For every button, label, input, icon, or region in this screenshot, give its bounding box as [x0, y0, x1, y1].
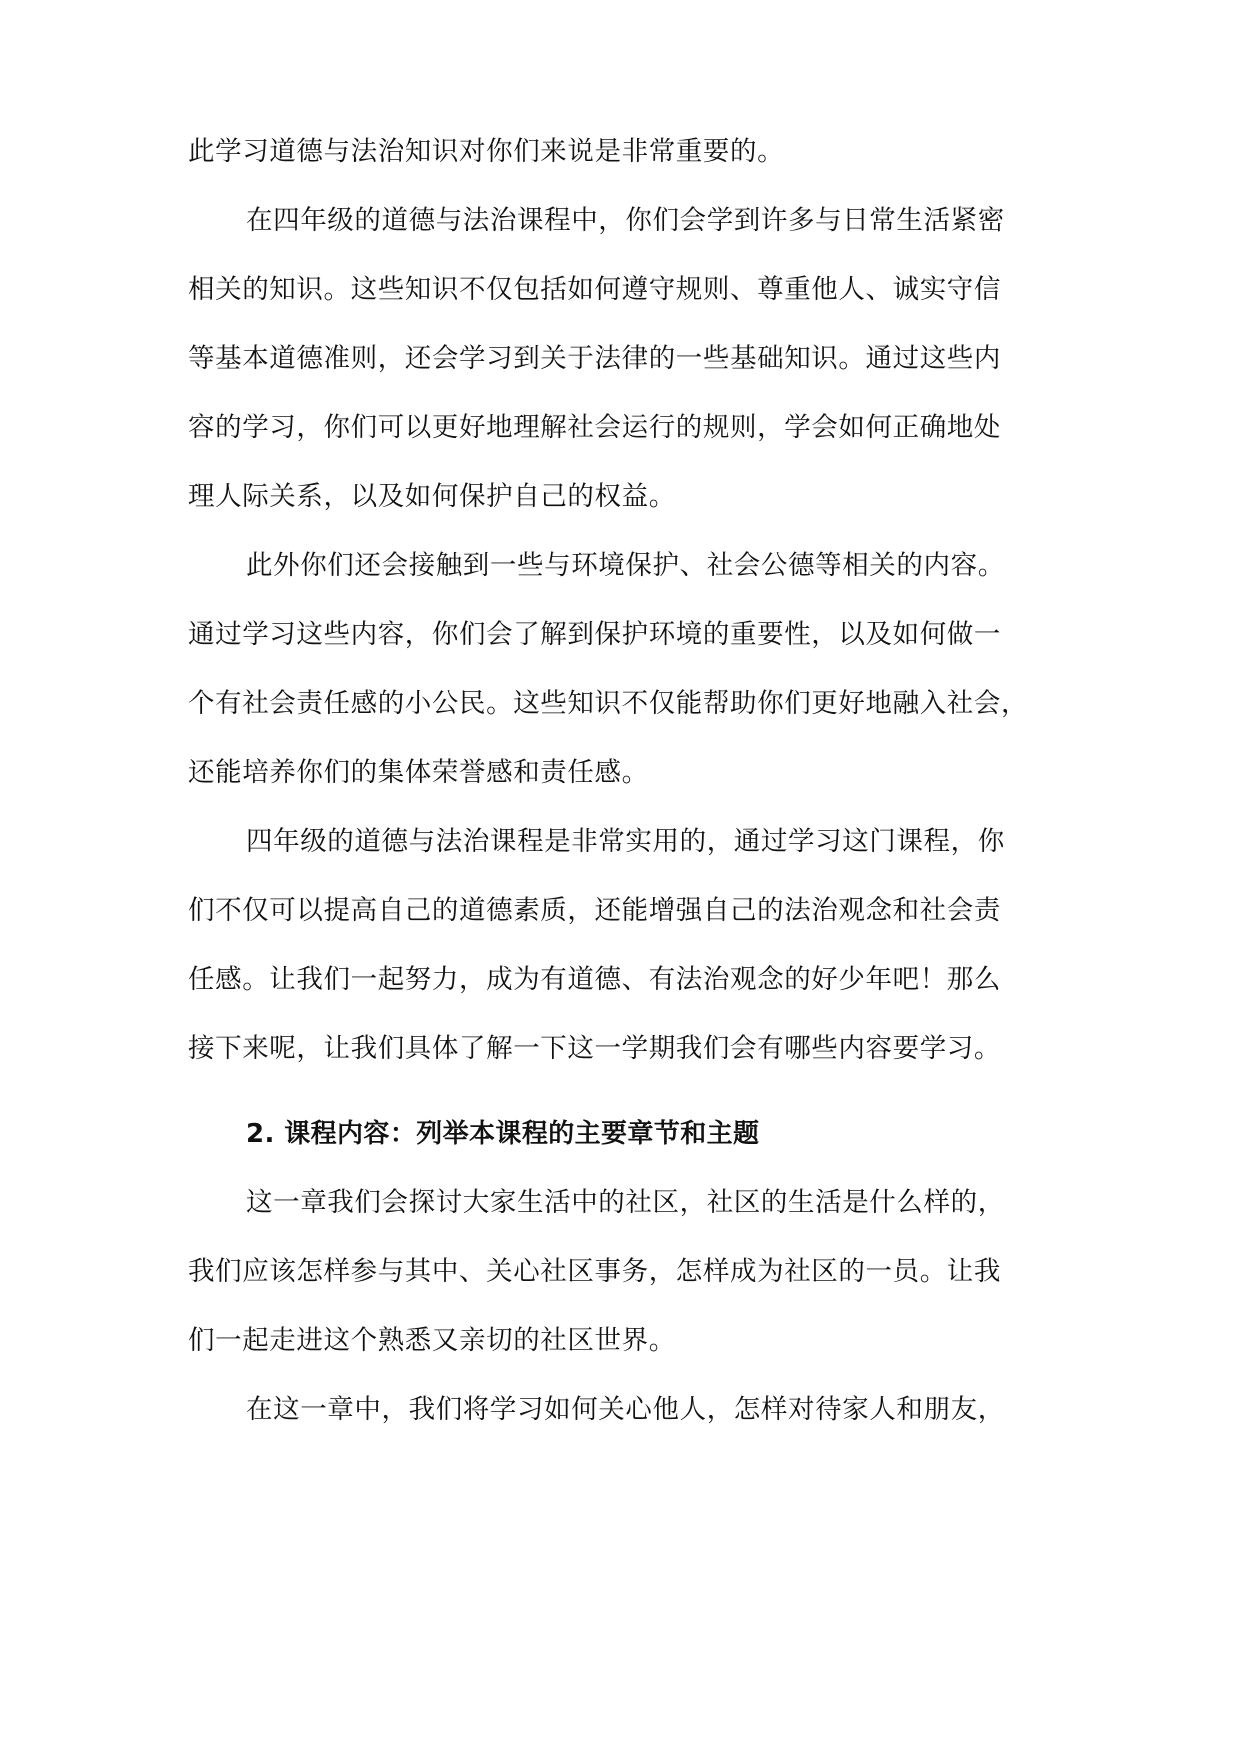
paragraph-line: 容的学习，你们可以更好地理解社会运行的规则，学会如何正确地处: [188, 412, 1001, 443]
paragraph-line: 我们应该怎样参与其中、关心社区事务，怎样成为社区的一员。让我: [188, 1256, 1001, 1287]
paragraph-line: 相关的知识。这些知识不仅包括如何遵守规则、尊重他人、诚实守信: [188, 274, 1001, 305]
paragraph-line: 还能培养你们的集体荣誉感和责任感。: [188, 757, 649, 788]
paragraph-line: 这一章我们会探讨大家生活中的社区，社区的生活是什么样的，: [246, 1187, 1005, 1218]
paragraph-line: 任感。让我们一起努力，成为有道德、有法治观念的好少年吧！那么: [188, 964, 1001, 995]
paragraph-line: 此学习道德与法治知识对你们来说是非常重要的。: [188, 136, 785, 167]
paragraph-line: 通过学习这些内容，你们会了解到保护环境的重要性，以及如何做一: [188, 619, 1001, 650]
paragraph-line: 在四年级的道德与法治课程中，你们会学到许多与日常生活紧密: [246, 205, 1005, 236]
paragraph-line: 此外你们还会接触到一些与环境保护、社会公德等相关的内容。: [246, 550, 1005, 581]
paragraph-line: 在这一章中，我们将学习如何关心他人，怎样对待家人和朋友，: [246, 1394, 1005, 1425]
paragraph-line: 四年级的道德与法治课程是非常实用的，通过学习这门课程，你: [246, 826, 1005, 857]
paragraph-line: 接下来呢，让我们具体了解一下这一学期我们会有哪些内容要学习。: [188, 1033, 1001, 1064]
paragraph-line: 们不仅可以提高自己的道德素质，还能增强自己的法治观念和社会责: [188, 895, 1001, 926]
section-heading: 2. 课程内容：列举本课程的主要章节和主题: [246, 1119, 760, 1149]
paragraph-line: 个有社会责任感的小公民。这些知识不仅能帮助你们更好地融入社会，: [188, 688, 1029, 719]
paragraph-line: 理人际关系，以及如何保护自己的权益。: [188, 481, 676, 512]
paragraph-line: 们一起走进这个熟悉又亲切的社区世界。: [188, 1325, 676, 1356]
paragraph-line: 等基本道德准则，还会学习到关于法律的一些基础知识。通过这些内: [188, 343, 1001, 374]
